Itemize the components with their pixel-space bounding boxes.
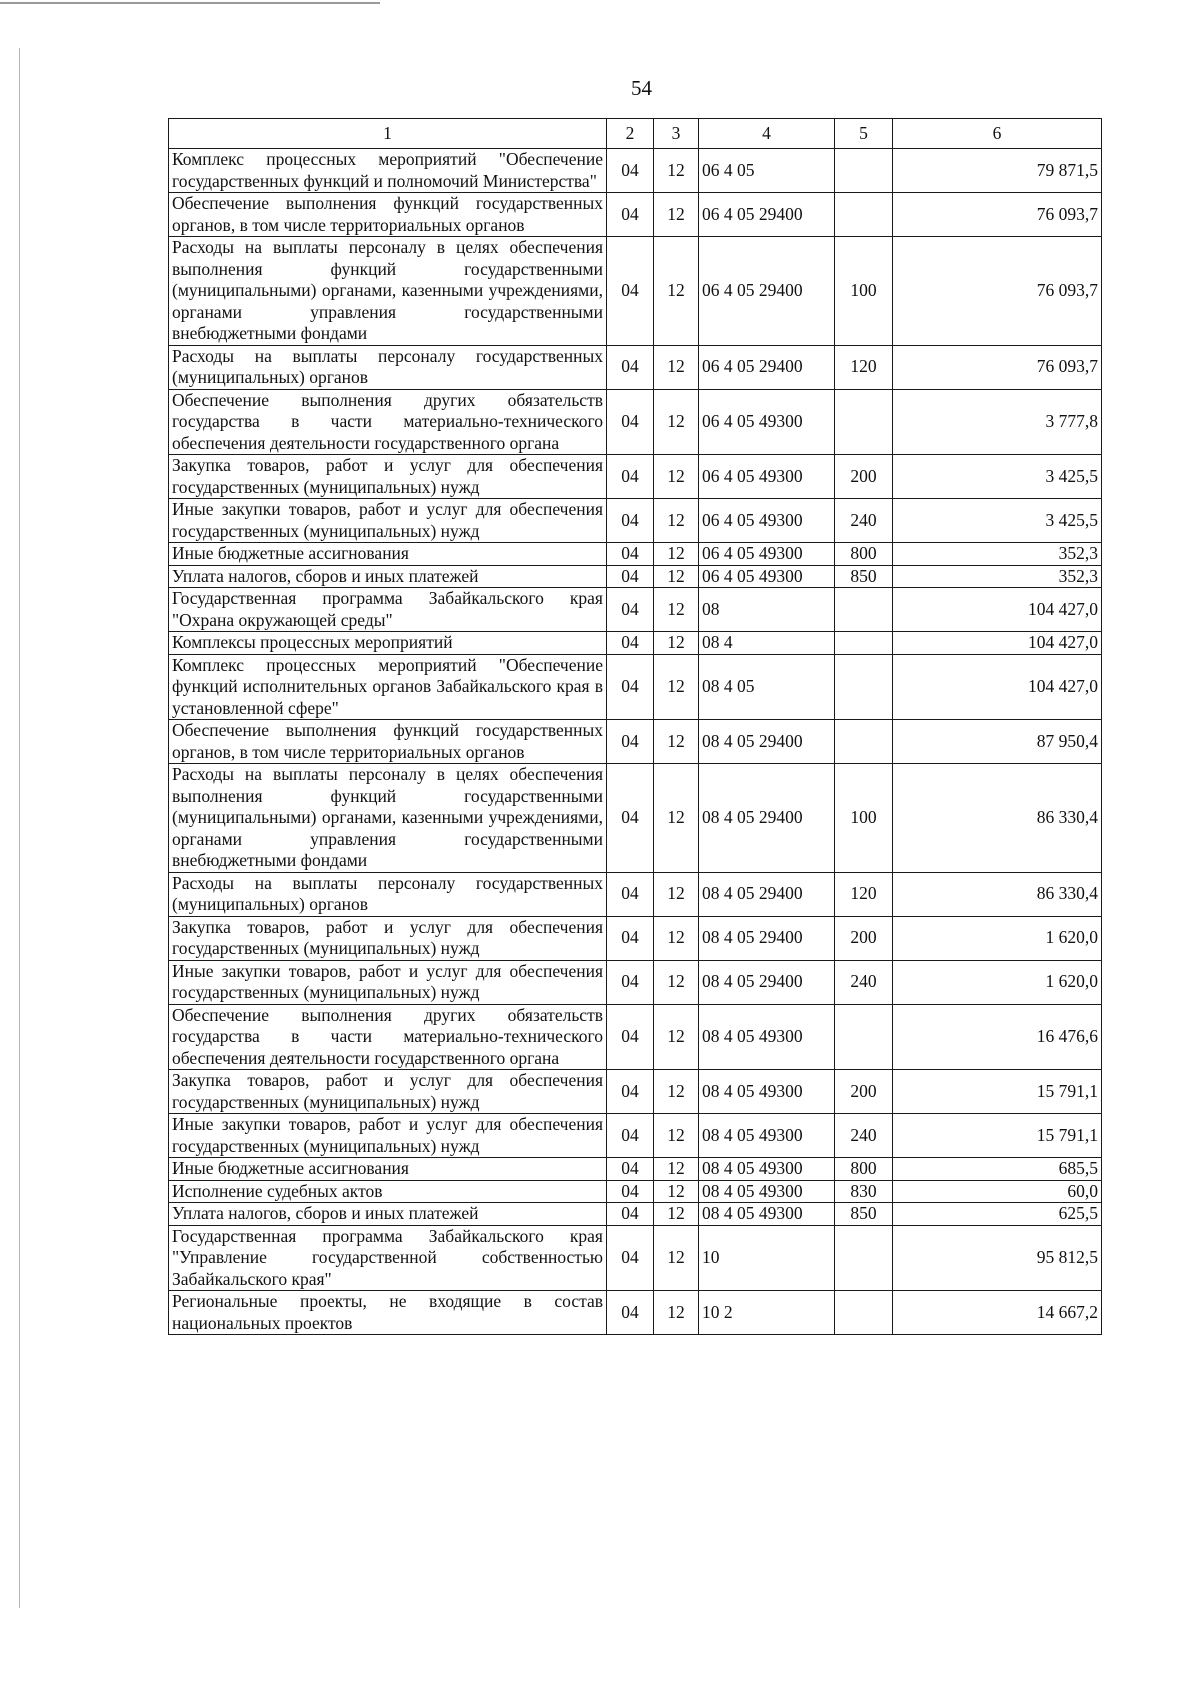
table-row bbox=[169, 916, 1102, 960]
table-row bbox=[169, 654, 1102, 720]
row-amount-cell: 15 791,1 bbox=[893, 1070, 1102, 1114]
row-target-code-cell: 10 bbox=[699, 1225, 835, 1291]
row-target-code-cell: 08 4 05 49300 bbox=[699, 1180, 835, 1203]
row-amount-cell: 1 620,0 bbox=[893, 916, 1102, 960]
row-amount-cell: 15 791,1 bbox=[893, 1114, 1102, 1158]
table-row bbox=[169, 565, 1102, 588]
row-expense-type-cell: 200 bbox=[835, 1070, 893, 1114]
row-subsection-cell: 12 bbox=[654, 1225, 699, 1291]
row-name-cell: Иные закупки товаров, работ и услуг для обеспечения государственных (муниципальных) нужд bbox=[169, 1114, 607, 1158]
row-amount-cell: 14 667,2 bbox=[893, 1291, 1102, 1335]
row-section-cell: 04 bbox=[607, 543, 654, 566]
row-expense-type-cell: 800 bbox=[835, 543, 893, 566]
table-row bbox=[169, 1070, 1102, 1114]
row-section-cell: 04 bbox=[607, 632, 654, 655]
row-target-code-cell: 08 4 05 49300 bbox=[699, 1004, 835, 1070]
row-amount-cell: 60,0 bbox=[893, 1180, 1102, 1203]
row-name-cell: Уплата налогов, сборов и иных платежей bbox=[169, 1203, 607, 1226]
row-expense-type-cell: 850 bbox=[835, 565, 893, 588]
row-subsection-cell: 12 bbox=[654, 565, 699, 588]
row-amount-cell: 79 871,5 bbox=[893, 149, 1102, 193]
row-section-cell: 04 bbox=[607, 1114, 654, 1158]
row-target-code-cell: 08 4 05 29400 bbox=[699, 960, 835, 1004]
row-name-cell: Иные бюджетные ассигнования bbox=[169, 1158, 607, 1181]
table-row bbox=[169, 1114, 1102, 1158]
row-name-cell: Закупка товаров, работ и услуг для обеспечения государственных (муниципальных) нужд bbox=[169, 1070, 607, 1114]
row-section-cell: 04 bbox=[607, 1004, 654, 1070]
row-target-code-cell: 06 4 05 29400 bbox=[699, 193, 835, 237]
row-expense-type-cell: 240 bbox=[835, 1114, 893, 1158]
row-amount-cell: 87 950,4 bbox=[893, 720, 1102, 764]
row-name-cell: Исполнение судебных актов bbox=[169, 1180, 607, 1203]
row-target-code-cell: 08 4 05 49300 bbox=[699, 1158, 835, 1181]
left-margin-rule bbox=[19, 48, 20, 1608]
row-section-cell: 04 bbox=[607, 345, 654, 389]
row-expense-type-cell bbox=[835, 1291, 893, 1335]
row-subsection-cell: 12 bbox=[654, 1114, 699, 1158]
row-amount-cell: 1 620,0 bbox=[893, 960, 1102, 1004]
row-section-cell: 04 bbox=[607, 1180, 654, 1203]
row-target-code-cell: 06 4 05 49300 bbox=[699, 565, 835, 588]
row-section-cell: 04 bbox=[607, 565, 654, 588]
row-subsection-cell: 12 bbox=[654, 872, 699, 916]
row-subsection-cell: 12 bbox=[654, 588, 699, 632]
row-subsection-cell: 12 bbox=[654, 455, 699, 499]
row-expense-type-cell bbox=[835, 149, 893, 193]
table-row bbox=[169, 237, 1102, 346]
row-section-cell: 04 bbox=[607, 588, 654, 632]
row-expense-type-cell: 120 bbox=[835, 872, 893, 916]
row-expense-type-cell: 100 bbox=[835, 764, 893, 873]
table-row bbox=[169, 764, 1102, 873]
row-section-cell: 04 bbox=[607, 1203, 654, 1226]
table-row bbox=[169, 1225, 1102, 1291]
row-expense-type-cell: 200 bbox=[835, 455, 893, 499]
table-row bbox=[169, 1158, 1102, 1181]
row-name-cell: Обеспечение выполнения других обязательств государства в части материально-технического обеспечения деятельности государственного органа bbox=[169, 1004, 607, 1070]
row-amount-cell: 95 812,5 bbox=[893, 1225, 1102, 1291]
row-expense-type-cell bbox=[835, 720, 893, 764]
table-row bbox=[169, 588, 1102, 632]
row-expense-type-cell: 120 bbox=[835, 345, 893, 389]
row-name-cell: Государственная программа Забайкальского края "Управление государственной собственностью Забайкальского края" bbox=[169, 1225, 607, 1291]
row-amount-cell: 104 427,0 bbox=[893, 654, 1102, 720]
column-header-1: 1 bbox=[169, 119, 607, 149]
table-row bbox=[169, 345, 1102, 389]
row-subsection-cell: 12 bbox=[654, 1203, 699, 1226]
row-amount-cell: 352,3 bbox=[893, 565, 1102, 588]
row-subsection-cell: 12 bbox=[654, 1070, 699, 1114]
column-header-5: 5 bbox=[835, 119, 893, 149]
row-name-cell: Расходы на выплаты персоналу в целях обеспечения выполнения функций государственными (муниципальными) органами, казенными учреждениями, органами управления государственными внебюджетными фондами bbox=[169, 237, 607, 346]
row-subsection-cell: 12 bbox=[654, 193, 699, 237]
row-section-cell: 04 bbox=[607, 193, 654, 237]
row-target-code-cell: 06 4 05 49300 bbox=[699, 389, 835, 455]
row-target-code-cell: 08 bbox=[699, 588, 835, 632]
row-section-cell: 04 bbox=[607, 1070, 654, 1114]
row-section-cell: 04 bbox=[607, 499, 654, 543]
row-name-cell: Расходы на выплаты персоналу государственных (муниципальных) органов bbox=[169, 345, 607, 389]
row-target-code-cell: 08 4 05 29400 bbox=[699, 872, 835, 916]
row-amount-cell: 3 425,5 bbox=[893, 499, 1102, 543]
row-target-code-cell: 08 4 05 29400 bbox=[699, 720, 835, 764]
row-amount-cell: 76 093,7 bbox=[893, 345, 1102, 389]
row-expense-type-cell: 200 bbox=[835, 916, 893, 960]
row-expense-type-cell: 850 bbox=[835, 1203, 893, 1226]
row-expense-type-cell bbox=[835, 389, 893, 455]
row-name-cell: Уплата налогов, сборов и иных платежей bbox=[169, 565, 607, 588]
table-row bbox=[169, 543, 1102, 566]
column-header-6: 6 bbox=[893, 119, 1102, 149]
row-expense-type-cell bbox=[835, 1004, 893, 1070]
row-subsection-cell: 12 bbox=[654, 960, 699, 1004]
row-subsection-cell: 12 bbox=[654, 149, 699, 193]
row-name-cell: Комплексы процессных мероприятий bbox=[169, 632, 607, 655]
row-target-code-cell: 06 4 05 49300 bbox=[699, 499, 835, 543]
column-header-4: 4 bbox=[699, 119, 835, 149]
row-section-cell: 04 bbox=[607, 389, 654, 455]
table-row bbox=[169, 872, 1102, 916]
table-row bbox=[169, 1291, 1102, 1335]
table-row bbox=[169, 960, 1102, 1004]
table-row bbox=[169, 193, 1102, 237]
row-subsection-cell: 12 bbox=[654, 764, 699, 873]
row-section-cell: 04 bbox=[607, 237, 654, 346]
row-amount-cell: 3 425,5 bbox=[893, 455, 1102, 499]
row-amount-cell: 625,5 bbox=[893, 1203, 1102, 1226]
row-expense-type-cell bbox=[835, 632, 893, 655]
row-target-code-cell: 06 4 05 29400 bbox=[699, 345, 835, 389]
row-name-cell: Расходы на выплаты персоналу государственных (муниципальных) органов bbox=[169, 872, 607, 916]
row-amount-cell: 16 476,6 bbox=[893, 1004, 1102, 1070]
row-expense-type-cell bbox=[835, 193, 893, 237]
row-section-cell: 04 bbox=[607, 654, 654, 720]
row-target-code-cell: 10 2 bbox=[699, 1291, 835, 1335]
row-subsection-cell: 12 bbox=[654, 1291, 699, 1335]
row-amount-cell: 76 093,7 bbox=[893, 193, 1102, 237]
row-name-cell: Иные закупки товаров, работ и услуг для обеспечения государственных (муниципальных) нужд bbox=[169, 960, 607, 1004]
row-name-cell: Обеспечение выполнения функций государственных органов, в том числе территориальных органов bbox=[169, 193, 607, 237]
row-section-cell: 04 bbox=[607, 916, 654, 960]
row-section-cell: 04 bbox=[607, 1291, 654, 1335]
row-target-code-cell: 06 4 05 49300 bbox=[699, 455, 835, 499]
row-subsection-cell: 12 bbox=[654, 389, 699, 455]
row-target-code-cell: 06 4 05 29400 bbox=[699, 237, 835, 346]
row-amount-cell: 104 427,0 bbox=[893, 588, 1102, 632]
row-target-code-cell: 08 4 bbox=[699, 632, 835, 655]
row-name-cell: Закупка товаров, работ и услуг для обеспечения государственных (муниципальных) нужд bbox=[169, 916, 607, 960]
row-expense-type-cell: 100 bbox=[835, 237, 893, 346]
row-subsection-cell: 12 bbox=[654, 345, 699, 389]
header-row bbox=[169, 119, 1102, 149]
row-amount-cell: 76 093,7 bbox=[893, 237, 1102, 346]
row-section-cell: 04 bbox=[607, 149, 654, 193]
row-expense-type-cell: 240 bbox=[835, 499, 893, 543]
row-subsection-cell: 12 bbox=[654, 1180, 699, 1203]
row-name-cell: Государственная программа Забайкальского края "Охрана окружающей среды" bbox=[169, 588, 607, 632]
row-target-code-cell: 08 4 05 49300 bbox=[699, 1114, 835, 1158]
row-subsection-cell: 12 bbox=[654, 654, 699, 720]
row-name-cell: Региональные проекты, не входящие в состав национальных проектов bbox=[169, 1291, 607, 1335]
row-subsection-cell: 12 bbox=[654, 499, 699, 543]
row-expense-type-cell: 800 bbox=[835, 1158, 893, 1181]
row-target-code-cell: 08 4 05 29400 bbox=[699, 916, 835, 960]
table-row bbox=[169, 389, 1102, 455]
table-body bbox=[169, 149, 1102, 1335]
row-target-code-cell: 06 4 05 bbox=[699, 149, 835, 193]
table-row bbox=[169, 149, 1102, 193]
row-section-cell: 04 bbox=[607, 960, 654, 1004]
table-row bbox=[169, 632, 1102, 655]
row-expense-type-cell: 830 bbox=[835, 1180, 893, 1203]
row-subsection-cell: 12 bbox=[654, 543, 699, 566]
table-row bbox=[169, 1180, 1102, 1203]
row-target-code-cell: 08 4 05 29400 bbox=[699, 764, 835, 873]
row-amount-cell: 685,5 bbox=[893, 1158, 1102, 1181]
table-row bbox=[169, 455, 1102, 499]
row-name-cell: Обеспечение выполнения функций государственных органов, в том числе территориальных органов bbox=[169, 720, 607, 764]
row-amount-cell: 104 427,0 bbox=[893, 632, 1102, 655]
row-section-cell: 04 bbox=[607, 764, 654, 873]
row-expense-type-cell: 240 bbox=[835, 960, 893, 1004]
page-number: 54 bbox=[631, 76, 652, 100]
table-row bbox=[169, 1004, 1102, 1070]
row-target-code-cell: 08 4 05 49300 bbox=[699, 1203, 835, 1226]
row-name-cell: Комплекс процессных мероприятий "Обеспечение государственных функций и полномочий Министерства" bbox=[169, 149, 607, 193]
row-subsection-cell: 12 bbox=[654, 1004, 699, 1070]
row-expense-type-cell bbox=[835, 1225, 893, 1291]
row-subsection-cell: 12 bbox=[654, 237, 699, 346]
row-name-cell: Комплекс процессных мероприятий "Обеспечение функций исполнительных органов Забайкальского края в установленной сфере" bbox=[169, 654, 607, 720]
top-edge-rule bbox=[0, 2, 380, 4]
row-amount-cell: 352,3 bbox=[893, 543, 1102, 566]
row-name-cell: Расходы на выплаты персоналу в целях обеспечения выполнения функций государственными (муниципальными) органами, казенными учреждениями, органами управления государственными внебюджетными фондами bbox=[169, 764, 607, 873]
table-row bbox=[169, 499, 1102, 543]
row-section-cell: 04 bbox=[607, 720, 654, 764]
row-section-cell: 04 bbox=[607, 872, 654, 916]
row-amount-cell: 3 777,8 bbox=[893, 389, 1102, 455]
row-name-cell: Закупка товаров, работ и услуг для обеспечения государственных (муниципальных) нужд bbox=[169, 455, 607, 499]
row-section-cell: 04 bbox=[607, 455, 654, 499]
row-section-cell: 04 bbox=[607, 1158, 654, 1181]
row-subsection-cell: 12 bbox=[654, 632, 699, 655]
row-subsection-cell: 12 bbox=[654, 1158, 699, 1181]
row-name-cell: Иные закупки товаров, работ и услуг для обеспечения государственных (муниципальных) нужд bbox=[169, 499, 607, 543]
row-target-code-cell: 08 4 05 49300 bbox=[699, 1070, 835, 1114]
column-header-2: 2 bbox=[607, 119, 654, 149]
table-row bbox=[169, 720, 1102, 764]
row-expense-type-cell bbox=[835, 654, 893, 720]
row-amount-cell: 86 330,4 bbox=[893, 872, 1102, 916]
row-name-cell: Обеспечение выполнения других обязательств государства в части материально-технического обеспечения деятельности государственного органа bbox=[169, 389, 607, 455]
row-target-code-cell: 08 4 05 bbox=[699, 654, 835, 720]
row-amount-cell: 86 330,4 bbox=[893, 764, 1102, 873]
table-row bbox=[169, 1203, 1102, 1226]
row-subsection-cell: 12 bbox=[654, 720, 699, 764]
row-expense-type-cell bbox=[835, 588, 893, 632]
row-subsection-cell: 12 bbox=[654, 916, 699, 960]
row-section-cell: 04 bbox=[607, 1225, 654, 1291]
budget-table bbox=[168, 118, 1102, 1335]
row-name-cell: Иные бюджетные ассигнования bbox=[169, 543, 607, 566]
column-header-3: 3 bbox=[654, 119, 699, 149]
row-target-code-cell: 06 4 05 49300 bbox=[699, 543, 835, 566]
